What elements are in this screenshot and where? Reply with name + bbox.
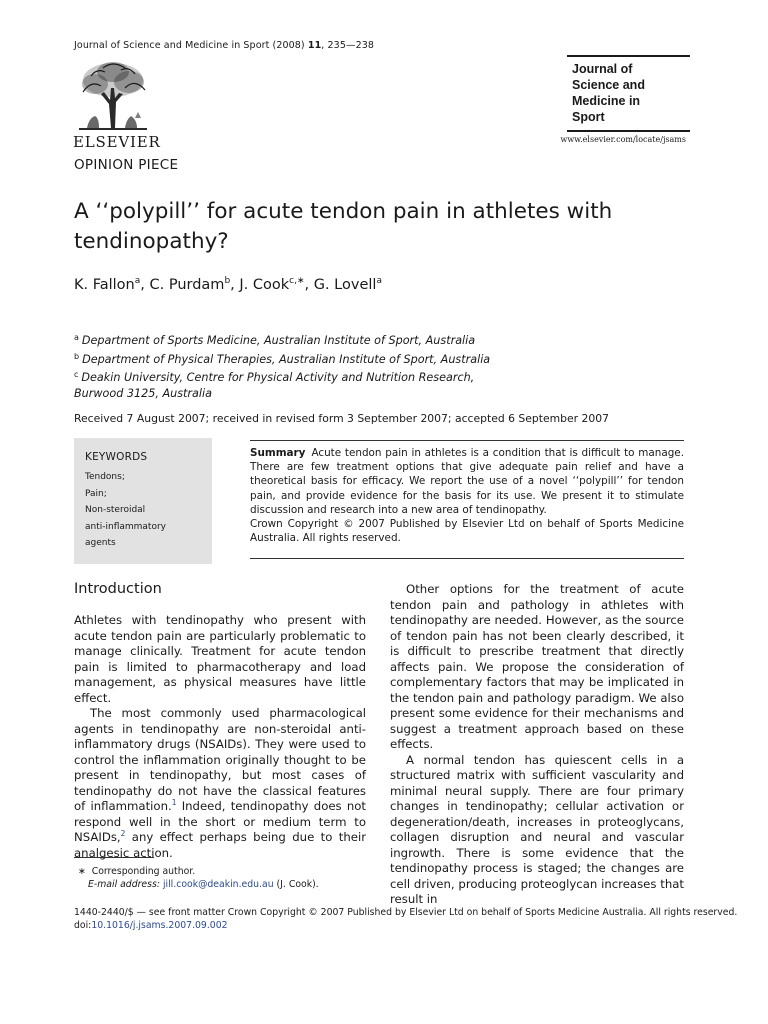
page-footer [74,906,737,933]
journal-url[interactable]: www.elsevier.com/locate/jsams [560,135,686,144]
body-paragraph: Other options for the treatment of acute tendon pain and pathology in athletes with tendinopathy are needed. However, as the source of tendon pain has not been clearly described, it is difficult to prescribe treatment that directly affects pain. We propose the consideration of complementary factors that may be implicated in the tendon pain and pathology paradigm. We also present some evidence for their mechanisms and suggest a treatment approach based on these effects. [390,582,684,751]
affiliation: Burwood 3125, Australia [74,386,212,400]
summary-label: Summary [250,447,306,459]
keyword-item: anti-inflammatory [85,521,166,532]
reference-link[interactable]: 2 [120,829,126,838]
citation-pages: , 235—238 [321,40,375,51]
footnote-corresponding: ∗ Corresponding author. [78,866,196,877]
author[interactable]: K. Fallon$^a$ [74,276,141,293]
reference-link[interactable]: 1 [171,798,177,807]
summary-copyright: Crown Copyright © 2007 Published by Elsevier Ltd on behalf of Sports Medicine Australia. All rights reserved. [250,518,684,545]
email-link[interactable]: jill.cook@deakin.edu.au [162,879,274,891]
body-paragraph: The most commonly used pharmacological agents in tendinopathy are non-steroidal anti-inflammatory drugs (NSAIDs). They were used to control the inflammation originally thought to be present in tendinopathy, but most cases of tendinopathy do not have the classical features of inflammation.$^1$ Indeed, tendinopathy does not respond well in the short or medium term to NSAIDs,$^2$ any effect perhaps being due to their analgesic action. [74,706,367,860]
keyword-item: agents [85,538,116,548]
footer-doi: doi:10.1016/j.jsams.2007.09.002 [74,920,228,932]
citation-volume: 11 [307,40,322,51]
affiliation: $^a$ Department of Sports Medicine, Australian Institute of Sport, Australia [74,333,476,347]
summary-top-rule [250,440,684,441]
body-paragraph: A normal tendon has quiescent cells in a structured matrix with sufficient vascularity and minimal neural supply. There are four primary changes in tendinopathy; cellular activation or degeneration/death, increases in proteoglycans, collagen disruption and neural and vascular ingrowth. There is some evidence that the tendinopathy process is staged; the changes are cell driven, producing proteoglycan increases that result in [390,752,684,906]
citation-text: Journal of Science and Medicine in Sport (2008) [74,40,308,51]
summary-bottom-rule [250,558,684,559]
section-label: OPINION PIECE [74,157,179,173]
footnote-email-line: E-mail address: jill.cook@deakin.edu.au (J. Cook). [88,879,319,891]
publisher-name: ELSEVIER [73,133,161,151]
keyword-item: Pain; [85,488,107,499]
doi-link[interactable]: 10.1016/j.jsams.2007.09.002 [91,920,228,932]
journal-citation [74,40,374,51]
keywords-heading: KEYWORDS [85,451,148,463]
keyword-item: Non-steroidal [85,505,146,515]
body-paragraph: Athletes with tendinopathy who present with acute tendon pain are particularly problematic to manage clinically. Treatment for acute tendon pain is limited to pharmacotherapy and load management, as physical measures have little effect. [74,613,366,705]
keywords-list [85,469,205,552]
received-dates: Received 7 August 2007; received in revised form 3 September 2007; accepted 6 September 2007 [74,412,610,425]
footnote [78,865,319,892]
keywords-box [74,438,212,564]
keyword-item: Tendons; [85,472,125,482]
elsevier-tree-icon [73,58,153,132]
affiliation: $^c$ Deakin University, Centre for Physical Activity and Nutrition Research, [74,370,475,384]
summary-abstract [250,446,684,554]
author-list: K. Fallon$^a$, C. Purdam$^b$, J. Cook$^{c,∗}$, G. Lovell$^a$ [74,276,382,293]
author[interactable]: G. Lovell$^a$ [313,276,382,293]
introduction-heading: Introduction [74,581,162,597]
summary-paragraph [250,446,684,517]
footnote-rule [74,857,154,858]
article-title: A ‘‘polypill’’ for acute tendon pain in athletes with tendinopathy? [74,199,613,254]
affiliations [74,330,490,401]
elsevier-logo[interactable] [73,58,161,151]
journal-title: Journal of Science and Medicine in Sport [572,62,645,124]
author[interactable]: C. Purdam$^b$ [149,276,231,293]
footer-copyright: 1440-2440/$ — see front matter Crown Copyright © 2007 Published by Elsevier Ltd on behalf of Sports Medicine Australia. All rights reserved. [74,907,738,918]
author[interactable]: J. Cook$^{c,∗}$ [239,276,305,293]
journal-title-box[interactable] [567,55,690,132]
body-column-right [390,582,684,908]
summary-text: Acute tendon pain in athletes is a condition that is difficult to manage. There are few treatment options that give adequate pain relief and have a theoretical basis for efficacy. We report the use of a novel ‘‘polypill’’ for tendon pain, and provide evidence for the basis for its use. We present it to stimulate discussion and research into a new area of tendinopathy. [250,447,684,516]
body-column-left [74,613,366,861]
affiliation: $^b$ Department of Physical Therapies, Australian Institute of Sport, Australia [74,351,491,366]
